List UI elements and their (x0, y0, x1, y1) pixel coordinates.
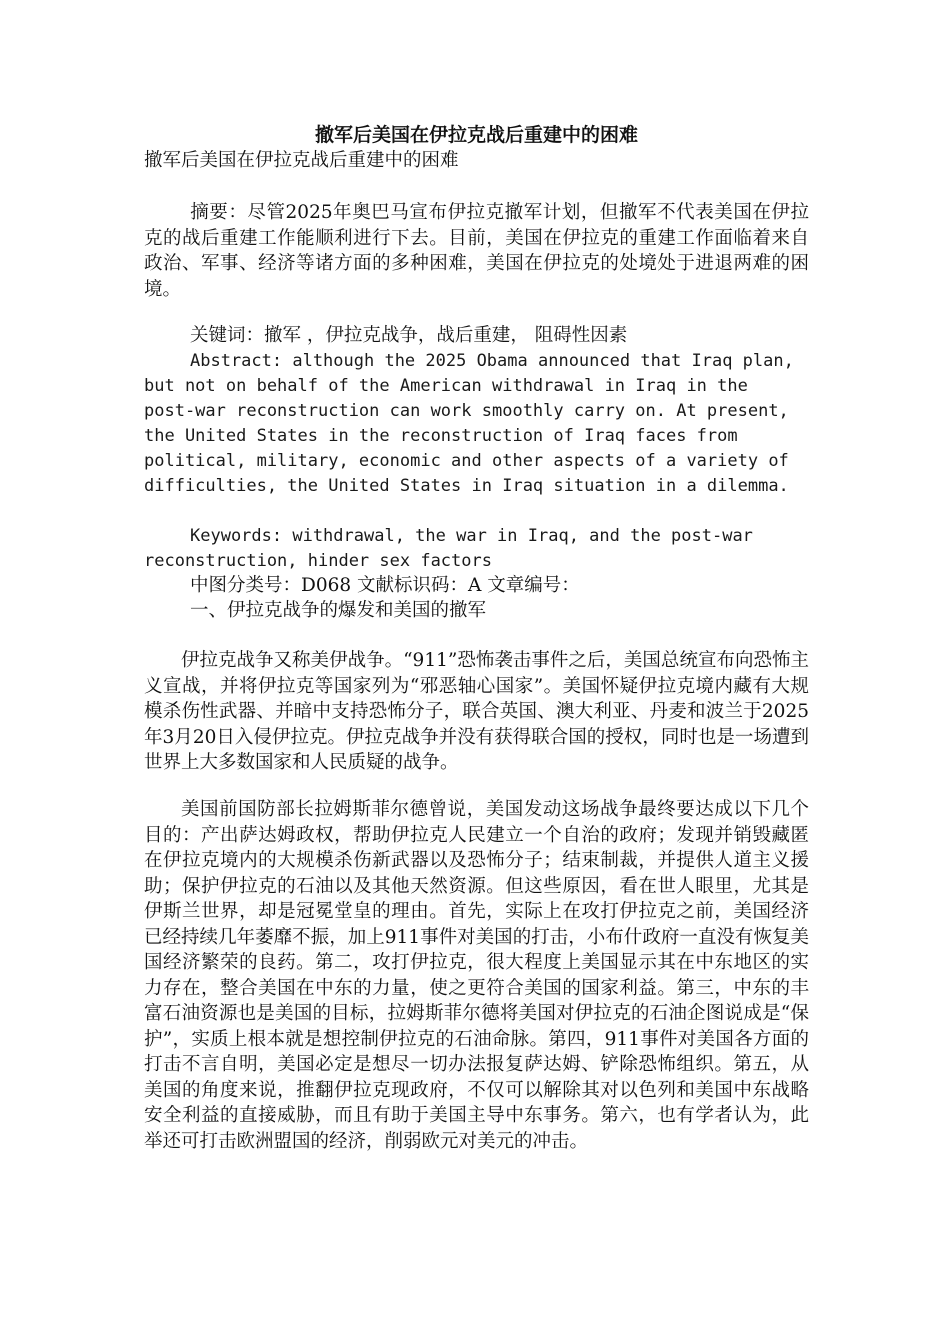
keywords-cn-text: 关键词：撤军 ，伊拉克战争，战后重建， 阻碍性因素 (190, 325, 628, 346)
section1-heading (144, 598, 809, 624)
body-paragraph-2 (144, 797, 809, 1154)
abstract-cn-text: 摘要：尽管2025年奥巴马宣布伊拉克撤军计划，但撤军不代表美国在伊拉克的战后重建工作能顺利进行下去。目前，美国在伊拉克的重建工作面临着来自政治、军事、经济等诸方面的多种困难，美国在伊拉克的处境处于进退两难的困境。 (144, 202, 809, 300)
abstract-cn (144, 200, 809, 302)
section1-heading-text: 一、伊拉克战争的爆发和美国的撤军 (190, 600, 487, 621)
keywords-cn (144, 323, 809, 349)
body-paragraph-1 (144, 648, 809, 776)
abstract-en-text: Abstract: although the 2025 Obama announced that Iraq plan, but not on behalf of the American withdrawal in Iraq in the post-war reconstruction can work smoothly carry on. At present, the United States in the reconstruction of Iraq faces from political, military, economic and other aspects of a variety of difficulties, the United States in Iraq situation in a dilemma. (144, 351, 794, 496)
classification-line (144, 573, 809, 599)
document-title: 撤军后美国在伊拉克战后重建中的困难 (314, 124, 638, 146)
document-subtitle: 撤军后美国在伊拉克战后重建中的困难 (144, 150, 459, 171)
abstract-en (144, 349, 809, 499)
paragraph-text: 伊拉克战争又称美伊战争。“911”恐怖袭击事件之后，美国总统宣布向恐怖主义宣战，并将伊拉克等国家列为“邪恶轴心国家”。美国怀疑伊拉克境内藏有大规模杀伤性武器、并暗中支持恐怖分子，联合英国、澳大利亚、丹麦和波兰于2025年3月20日入侵伊拉克。伊拉克战争并没有获得联合国的授权，同时也是一场遭到世界上大多数国家和人民质疑的战争。 (144, 650, 809, 773)
paragraph-text: 美国前国防部长拉姆斯菲尔德曾说，美国发动这场战争最终要达成以下几个目的：产出萨达姆政权，帮助伊拉克人民建立一个自治的政府；发现并销毁藏匿在伊拉克境内的大规模杀伤新武器以及恐怖分子；结束制裁，并提供人道主义援助；保护伊拉克的石油以及其他天然资源。但这些原因，看在世人眼里，尤其是伊斯兰世界，却是冠冕堂皇的理由。首先，实际上在攻打伊拉克之前，美国经济已经持续几年萎靡不振，加上911事件对美国的打击，小布什政府一直没有恢复美国经济繁荣的良药。第二，攻打伊拉克，很大程度上美国显示其在中东地区的实力存在，整合美国在中东的力量，使之更符合美国的国家利益。第三，中东的丰富石油资源也是美国的目标，拉姆斯菲尔德将美国对伊拉克的石油企图说成是“保护”，实质上根本就是想控制伊拉克的石油命脉。第四，911事件对美国各方面的打击不言自明，美国必定是想尽一切办法报复萨达姆、铲除恐怖组织。第五，从美国的角度来说，推翻伊拉克现政府，不仅可以解除其对以色列和美国中东战略安全利益的直接威胁，而且有助于美国主导中东事务。第六，也有学者认为，此举还可打击欧洲盟国的经济，削弱欧元对美元的冲击。 (144, 799, 809, 1152)
keywords-en (144, 524, 809, 574)
keywords-en-text: Keywords: withdrawal, the war in Iraq, and the post-war reconstruction, hinder sex factors (144, 526, 753, 571)
classification-text: 中图分类号：D068 文献标识码：A 文章编号： (190, 575, 580, 596)
